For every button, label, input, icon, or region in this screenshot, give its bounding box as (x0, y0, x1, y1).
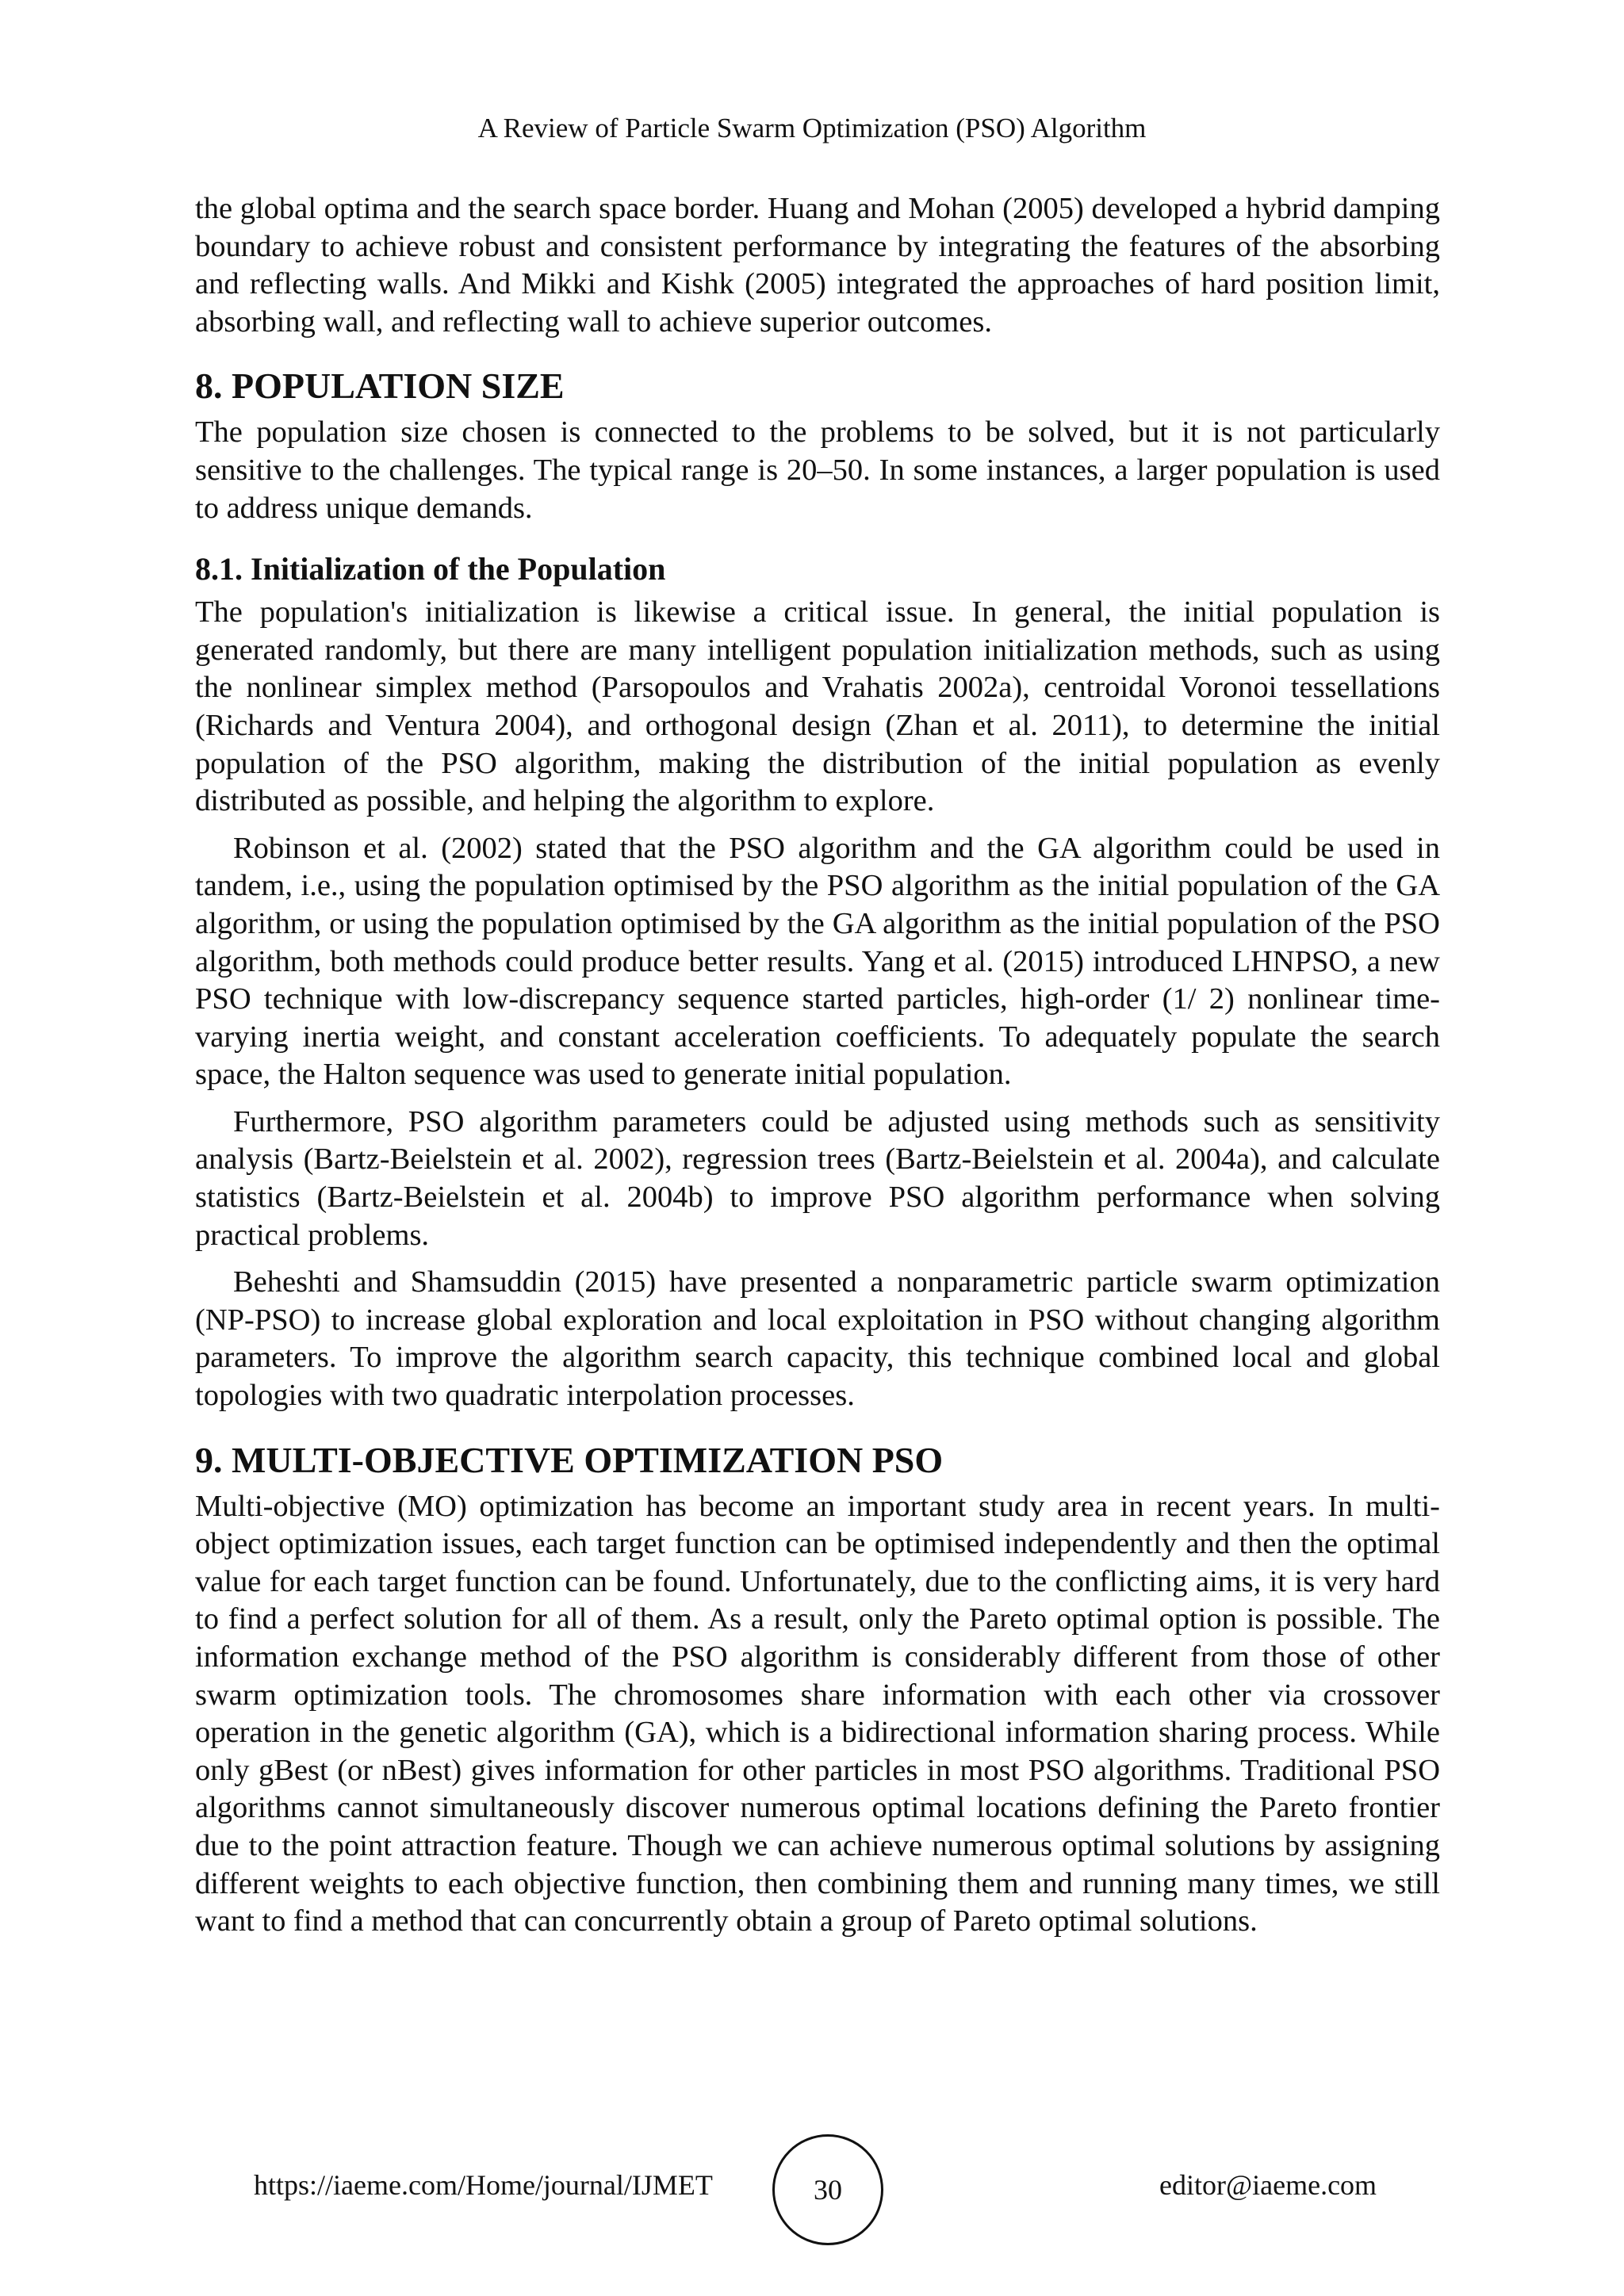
section-9-heading: 9. MULTI-OBJECTIVE OPTIMIZATION PSO (195, 1439, 944, 1480)
section-8-1-heading: 8.1. Initialization of the Population (195, 551, 666, 587)
journal-url-link[interactable]: https://iaeme.com/Home/journal/IJMET (254, 2169, 713, 2201)
intro-paragraph: the global optima and the search space border. Huang and Mohan (2005) developed a hybrid damping boundary to achieve robust and consistent performance by integrating the features of the absorbing and reflecting walls. And Mikki and Kishk (2005) integrated the approaches of hard position limit, absorbing wall, and reflecting wall to achieve superior outcomes. (195, 192, 1440, 339)
running-header: A Review of Particle Swarm Optimization (PSO) Algorithm (477, 113, 1147, 144)
section-8-1-paragraph-1: The population's initialization is likewise a critical issue. In general, the initial population is generated randomly, but there are many intelligent population initialization methods, such as using the nonlinear simplex method (Parsopoulos and Vrahatis 2002a), centroidal Voronoi tessellations (Richards and Ventura 2004), and orthogonal design (Zhan et al. 2011), to determine the initial population of the PSO algorithm, making the distribution of the initial population as evenly distributed as possible, and helping the algorithm to explore. (195, 595, 1440, 818)
article-body (195, 190, 1440, 1941)
page-number: 30 (772, 2134, 883, 2245)
section-8-1-paragraph-2: Robinson et al. (2002) stated that the PSO algorithm and the GA algorithm could be used in tandem, i.e., using the population optimised by the PSO algorithm as the initial population of the GA algorithm, or using the population optimised by the GA algorithm as the initial population of the PSO algorithm, both methods could produce better results. Yang et al. (2015) introduced LHNPSO, a new PSO technique with low-discrepancy sequence started particles, high-order (1/ 2) nonlinear time-varying inertia weight, and constant acceleration coefficients. To adequately populate the search space, the Halton sequence was used to generate initial population. (195, 831, 1440, 1092)
page-footer (0, 2134, 1624, 2245)
section-8-1-paragraph-4: Beheshti and Shamsuddin (2015) have presented a nonparametric particle swarm optimization (NP-PSO) to increase global exploration and local exploitation in PSO without changing algorithm parameters. To improve the algorithm search capacity, this technique combined local and global topologies with two quadratic interpolation processes. (195, 1265, 1440, 1413)
section-9-paragraph: Multi-objective (MO) optimization has become an important study area in recent years. In multi-object optimization issues, each target function can be optimised independently and then the optimal value for each target function can be found. Unfortunately, due to the conflicting aims, it is very hard to find a perfect solution for all of them. As a result, only the Pareto optimal option is possible. The information exchange method of the PSO algorithm is considerably different from those of other swarm optimization tools. The chromosomes share information with each other via crossover operation in the genetic algorithm (GA), which is a bidirectional information sharing process. While only gBest (or nBest) gives information for other particles in most PSO algorithms. Traditional PSO algorithms cannot simultaneously discover numerous optimal locations defining the Pareto frontier due to the point attraction feature. Though we can achieve numerous optimal solutions by assigning different weights to each objective function, then combining them and running many times, we still want to find a method that can concurrently obtain a group of Pareto optimal solutions. (195, 1489, 1440, 1938)
section-8-paragraph: The population size chosen is connected to the problems to be solved, but it is not particularly sensitive to the challenges. The typical range is 20–50. In some instances, a larger population is used to address unique demands. (195, 415, 1440, 525)
section-8-1-paragraph-3: Furthermore, PSO algorithm parameters could be adjusted using methods such as sensitivity analysis (Bartz-Beielstein et al. 2002), regression trees (Bartz-Beielstein et al. 2004a), and calculate statistics (Bartz-Beielstein et al. 2004b) to improve PSO algorithm performance when solving practical problems. (195, 1104, 1440, 1252)
section-8-heading: 8. POPULATION SIZE (195, 365, 565, 407)
editor-email-link[interactable]: editor@iaeme.com (1159, 2169, 1377, 2201)
